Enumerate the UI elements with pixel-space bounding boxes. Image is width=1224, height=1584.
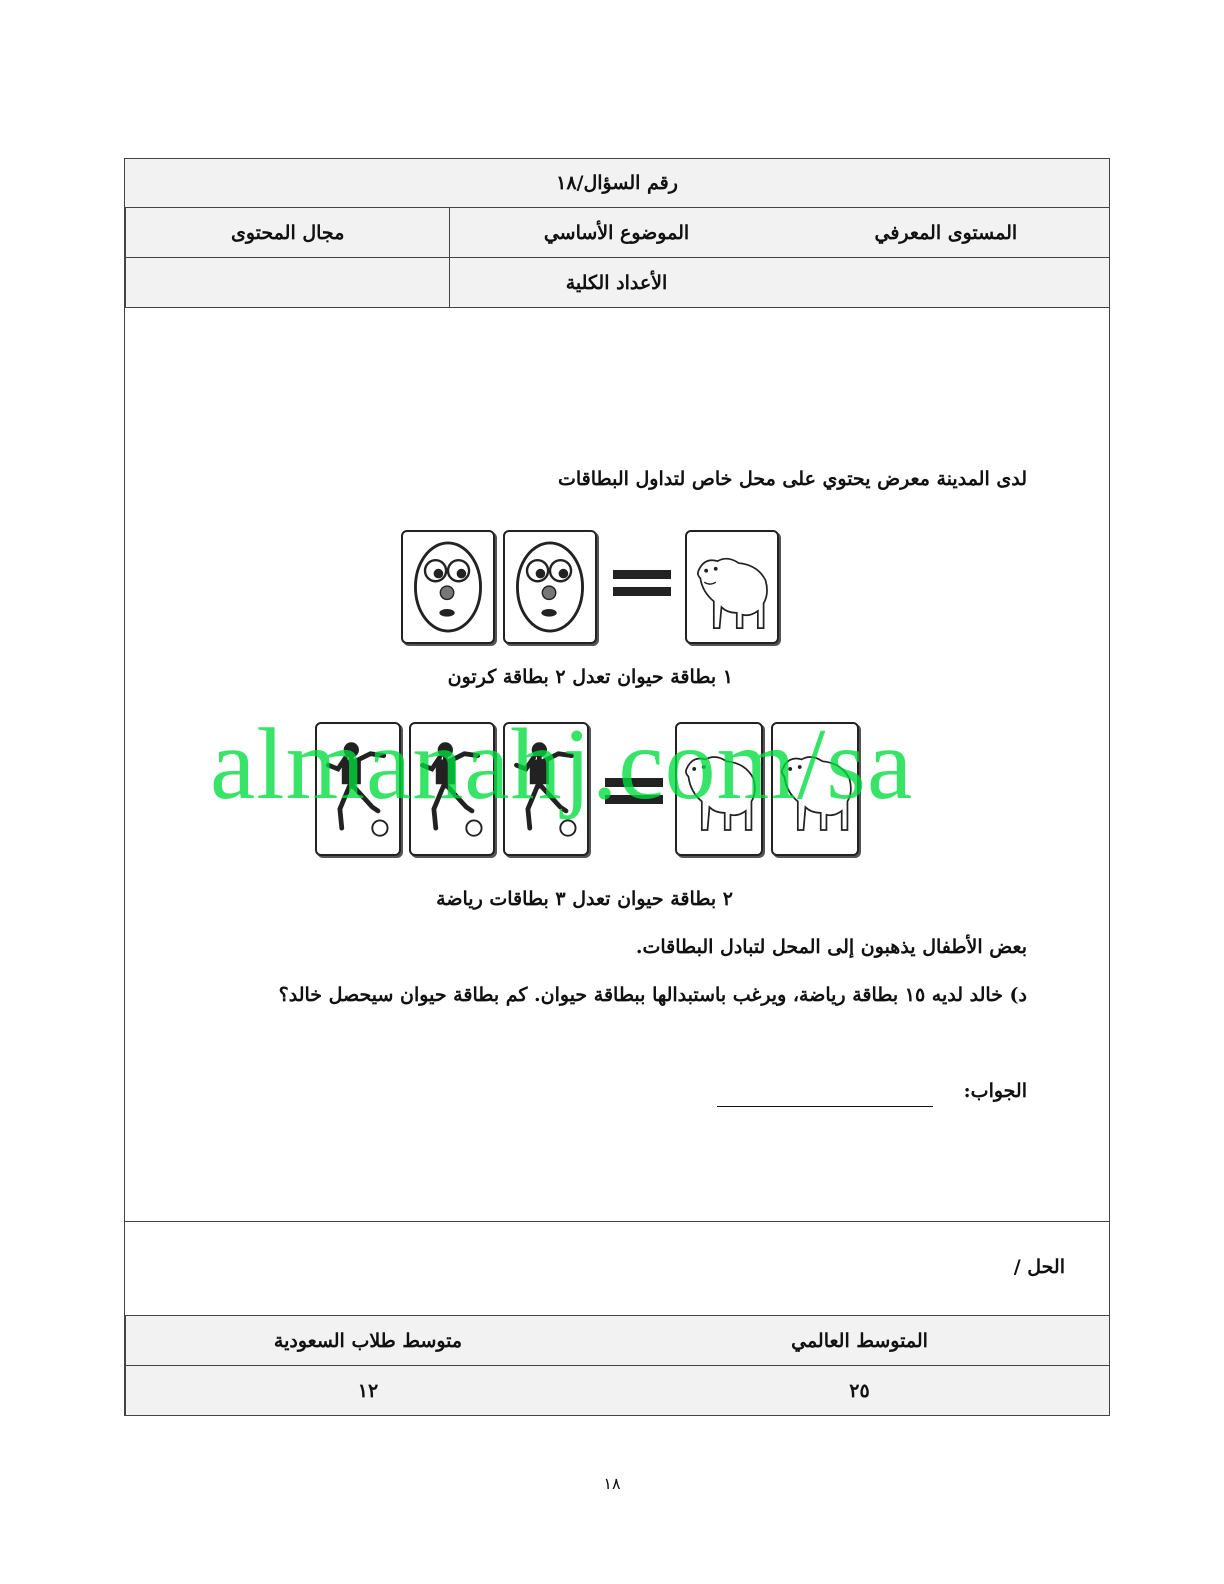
international-average-value: ٢٥ <box>849 1379 870 1402</box>
rule-two-text: ٢ بطاقة حيوان تعدل ٣ بطاقات رياضة <box>436 888 733 910</box>
value-main-topic: الأعداد الكلية <box>449 258 782 307</box>
value-cognitive-level <box>783 258 1109 307</box>
animal-card <box>685 530 779 644</box>
page-number: ١٨ <box>603 1474 621 1493</box>
question-intro: لدى المدينة معرض يحتوي على محل خاص لتداول البطاقات <box>557 468 1027 490</box>
international-average-label: المتوسط العالمي <box>791 1329 928 1352</box>
equals-icon <box>613 570 671 604</box>
header-values-row <box>124 258 1110 308</box>
saudi-average-label: متوسط طلاب السعودية <box>125 1316 610 1365</box>
header-labels-row <box>124 208 1110 258</box>
cartoon-card <box>503 530 597 644</box>
question-number-row <box>124 158 1110 208</box>
solution-section <box>124 1222 1110 1316</box>
rule-one-text: ١ بطاقة حيوان تعدل ٢ بطاقة كرتون <box>447 666 733 688</box>
averages-labels-row <box>124 1316 1110 1366</box>
averages-values-row <box>124 1366 1110 1416</box>
question-number: رقم السؤال/١٨ <box>556 172 678 194</box>
bear-icon <box>687 532 777 642</box>
cartoon-card <box>401 530 495 644</box>
cartoon-face-icon <box>403 532 493 642</box>
watermark: almanahj.com/sa <box>210 708 914 821</box>
question-part-d: د) خالد لديه ١٥ بطاقة رياضة، ويرغب باستبدالها ببطاقة حيوان. كم بطاقة حيوان سيحصل خالد؟ <box>278 984 1027 1006</box>
header-cognitive-level: المستوى المعرفي <box>874 221 1018 244</box>
solution-label: الحل / <box>1013 1256 1065 1278</box>
header-main-topic: الموضوع الأساسي <box>449 208 782 257</box>
question-context: بعض الأطفال يذهبون إلى المحل لتبادل البطاقات. <box>635 936 1027 958</box>
answer-blank[interactable] <box>717 1106 933 1107</box>
value-content-domain <box>125 258 449 307</box>
answer-label: الجواب: <box>963 1080 1027 1102</box>
saudi-average-value: ١٢ <box>125 1366 610 1415</box>
cartoon-face-icon <box>505 532 595 642</box>
header-content-domain: مجال المحتوى <box>125 208 449 257</box>
